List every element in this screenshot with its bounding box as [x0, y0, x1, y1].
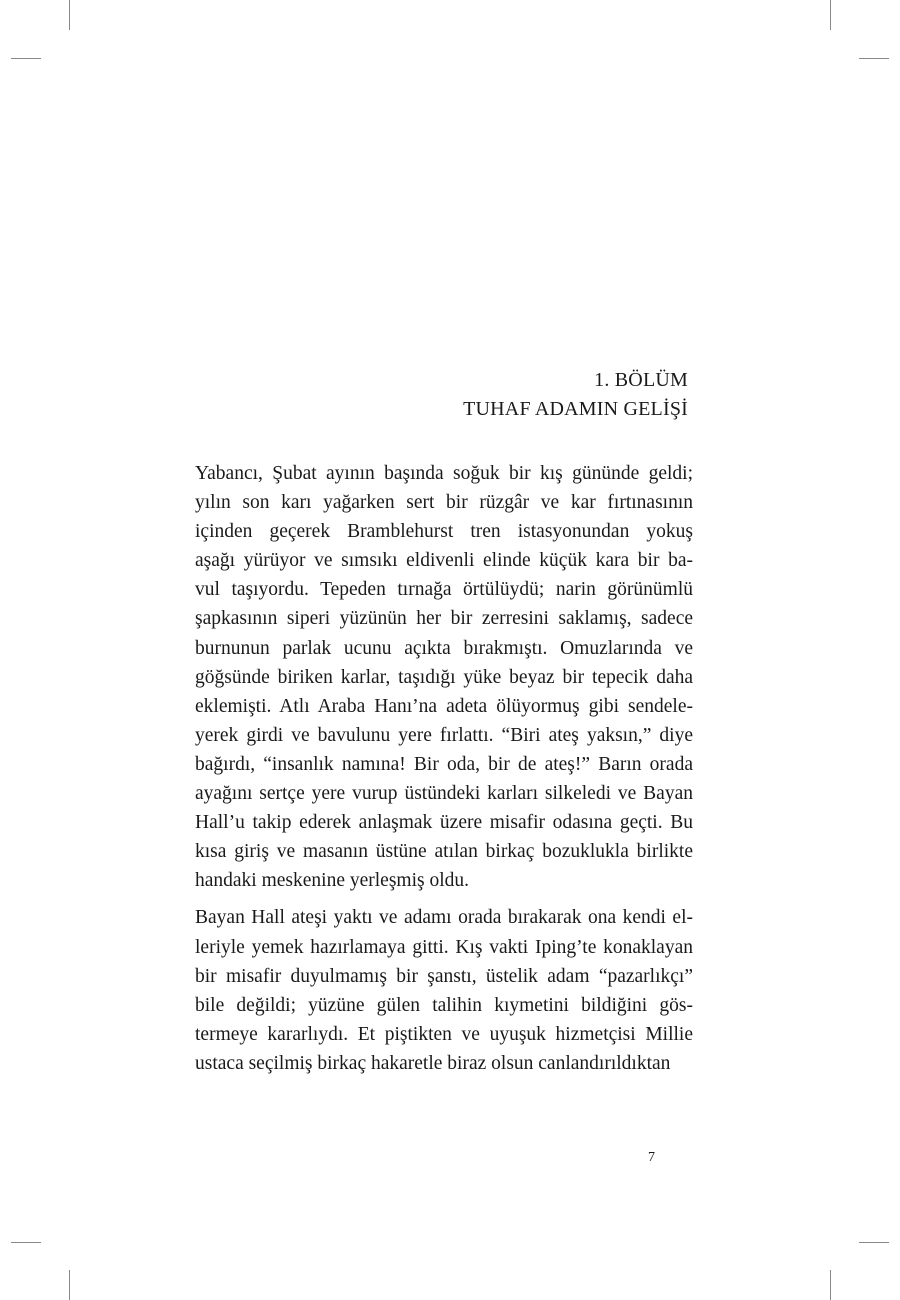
crop-mark-top-right	[830, 0, 831, 30]
page-number: 7	[648, 1150, 655, 1165]
chapter-number: 1. BÖLÜM	[594, 369, 688, 391]
paragraph	[195, 459, 693, 895]
text-line: şapkasının siperi yüzünün her bir zerresini saklamış, sadece	[195, 608, 693, 630]
body-text	[195, 459, 693, 1086]
text-line: Bayan Hall ateşi yaktı ve adamı orada bırakarak ona kendi el-	[195, 907, 693, 929]
crop-mark-left-bottom	[11, 1242, 41, 1243]
crop-mark-top-left	[69, 0, 70, 30]
crop-mark-bottom-left	[69, 1270, 70, 1300]
text-line: termeye kararlıydı. Et piştikten ve uyuşuk hizmetçisi Millie	[195, 1023, 693, 1045]
text-line: yılın son karı yağarken sert bir rüzgâr ve kar fırtınasının	[195, 492, 693, 514]
text-line: bile değildi; yüzüne gülen talihin kıymetini bildiğini gös-	[195, 994, 693, 1016]
text-line: burnunun parlak ucunu açıkta bırakmıştı. Omuzlarında ve	[195, 637, 693, 659]
paragraph	[195, 903, 693, 1078]
text-line: leriyle yemek hazırlamaya gitti. Kış vakti Iping’te konaklayan	[195, 936, 693, 958]
text-line: kısa giriş ve masanın üstüne atılan birkaç bozuklukla birlikte	[195, 841, 693, 863]
chapter-heading	[463, 366, 688, 424]
chapter-title: TUHAF ADAMIN GELİŞİ	[463, 398, 688, 420]
text-line: Yabancı, Şubat ayının başında soğuk bir kış gününde geldi;	[195, 463, 693, 484]
text-line: vul taşıyordu. Tepeden tırnağa örtülüydü; narin görünümlü	[195, 579, 693, 601]
text-line: yerek girdi ve bavulunu yere fırlattı. “Biri ateş yaksın,” diye	[195, 724, 693, 746]
text-line: bağırdı, “insanlık namına! Bir oda, bir de ateş!” Barın orada	[195, 753, 693, 775]
text-line: ayağını sertçe yere vurup üstündeki karları silkeledi ve Bayan	[195, 783, 693, 805]
text-line: ustaca seçilmiş birkaç hakaretle biraz olsun canlandırıldıktan	[195, 1052, 671, 1074]
text-line: bir misafir duyulmamış bir şanstı, üstelik adam “pazarlıkçı”	[195, 965, 693, 987]
crop-mark-right-top	[859, 58, 889, 59]
text-line: içinden geçerek Bramblehurst tren istasyonundan yokuş	[195, 521, 693, 543]
text-line: handaki meskenine yerleşmiş oldu.	[195, 870, 470, 892]
text-line: aşağı yürüyor ve sımsıkı eldivenli elinde küçük kara bir ba-	[195, 550, 693, 572]
text-line: göğsünde biriken karlar, taşıdığı yüke beyaz bir tepecik daha	[195, 666, 693, 688]
text-line: eklemişti. Atlı Araba Hanı’na adeta ölüyormuş gibi sendele-	[195, 695, 693, 717]
crop-mark-bottom-right	[830, 1270, 831, 1300]
crop-mark-right-bottom	[859, 1242, 889, 1243]
text-line: Hall’u takip ederek anlaşmak üzere misafir odasına geçti. Bu	[195, 812, 693, 834]
crop-mark-left-top	[11, 58, 41, 59]
